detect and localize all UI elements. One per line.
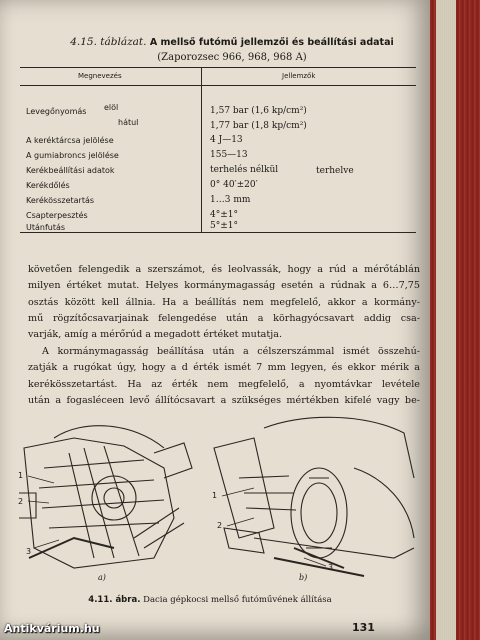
figure-left-drawing [19,426,192,568]
table-row-value: 155—13 [210,150,248,160]
table-row-label: Utánfutás [26,223,66,232]
figure-left-label: 2 [18,497,24,506]
body-paragraph-1 [28,262,420,343]
table-row-label: Kerékösszetartás [26,196,95,205]
table-row-label: Levegőnyomás [26,107,87,116]
table-row-label: Kerékdőlés [26,181,70,190]
table-subtitle: (Zaporozsec 966, 968, 968 A) [157,52,307,63]
figure-leader-lines [28,476,326,566]
figure-caption-text: Dacia gépkocsi mellső futóművének állítása [143,595,332,605]
figure-caption [40,595,380,605]
table-row-value: 4°±1° [210,210,238,220]
table-row-label: Csapterpesztés [26,211,88,220]
watermark: Antikvárium.hu [4,622,100,635]
book-edge [430,0,480,640]
figure-right-label: 3 [328,563,334,572]
figure-left-label: 1 [18,471,24,480]
table-row-label: A keréktárcsa jelölése [26,136,114,145]
table-row-value-loaded: terhelve [316,166,354,176]
table-header-right: Jellemzők [282,72,316,80]
table-row-value: 1,57 bar (1,6 kp/cm²) [210,106,307,116]
table-row-label: A gumiabroncs jelölése [26,151,119,160]
figure-illustration [14,408,426,588]
figure-left-label: 3 [26,547,32,556]
table-top-rule [20,67,416,68]
table-row-value: terhelés nélkül [210,165,279,175]
table-header-left: Megnevezés [78,72,122,80]
table-bottom-rule [20,232,416,233]
figure-right-sublabel: b) [299,573,308,582]
table-row-value: 5°±1° [210,221,238,231]
text-line: milyen értéket mutat. Helyes kormánymagasság esetén a rúdnak a 6…7,75 [28,280,420,292]
table-column-divider [201,67,202,232]
figure-right-label: 2 [217,521,223,530]
text-line: kerékösszetartást. Ha az érték nem megfelelő, a nyomtávkar levétele [28,378,420,390]
text-line: osztás között kell állnia. Ha a beállítás nem megfelelő, akkor a kormány- [28,296,420,308]
figure-number: 4.11. ábra. [88,595,141,605]
figure-right-drawing [214,417,414,576]
figure-left-sublabel: a) [98,573,106,582]
table-header-rule [20,85,416,86]
table-row-label: Kerékbeállítási adatok [26,166,115,175]
table-row-value: 1…3 mm [210,195,251,205]
text-line: követően felengedik a szerszámot, és leolvassák, hogy a rúd a mérőtáblán [28,264,420,275]
text-line: után a fogasléceen levő állítócsavart a szükséges mértékben kifelé vagy be- [28,394,420,406]
page-stack [436,0,456,640]
text-line: A kormánymagasság beállítása után a célszerszámmal ismét összehú- [42,346,420,357]
text-line: varják, amíg a mérőrúd a megadott értéket mutatja. [28,329,282,341]
table-number: 4.15. táblázat. [70,36,147,48]
table-row-value: 0° 40′±20′ [210,180,258,190]
table-row-sublabel: hátul [118,118,139,127]
body-paragraph-2 [28,344,420,409]
text-line: mű rögzítőcsavarjainak felengedése után a körhagyócsavart addig csa- [28,312,420,324]
table-caption [52,36,412,48]
text-line: zatják a rugókat úgy, hogy a d érték ismét 7 mm legyen, és ekkor mérik a [28,362,420,374]
table-title: A mellső futómű jellemzői és beállítási adatai [149,37,394,48]
page-number: 131 [352,621,375,634]
figure-right-label: 1 [212,491,218,500]
table-row-value: 4 J—13 [210,135,243,145]
table-row-value: 1,77 bar (1,8 kp/cm²) [210,121,307,131]
table-row-sublabel: elöl [104,103,119,112]
